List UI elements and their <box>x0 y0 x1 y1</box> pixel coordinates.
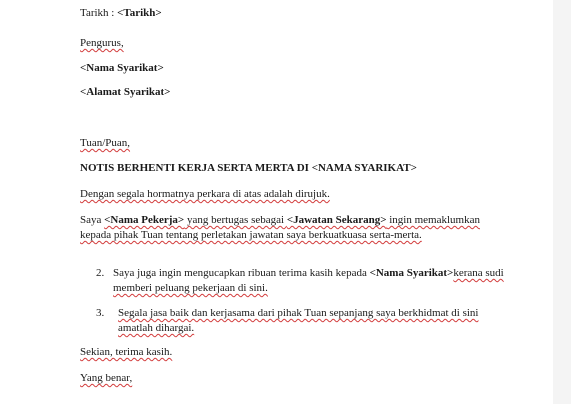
company-address-text: <Alamat Syarikat> <box>80 86 171 98</box>
list-number: 3. <box>96 307 105 319</box>
employee-name-placeholder: <Nama Pekerja> <box>104 214 185 226</box>
company-name-text: <Nama Syarikat> <box>80 62 164 74</box>
body-text-c: ingin memaklumkan kepada pihak Tuan tentang perletakan jawatan saya berkuatkuasa serta-merta. <box>80 214 480 241</box>
date-label: Tarikh : <box>80 7 115 19</box>
list-number: 2. <box>96 267 105 279</box>
subject-line <box>80 161 417 176</box>
list-text-b: kerana sudi memberi peluang pekerjaan di sini. <box>113 267 504 294</box>
subject-text: NOTIS BERHENTI KERJA SERTA MERTA DI <NAMA SYARIKAT> <box>80 162 417 174</box>
list-text-a: Saya juga ingin mengucapkan ribuan terima kasih kepada <box>113 267 370 279</box>
list-item-text <box>113 266 513 296</box>
reference-line: Dengan segala hormatnya perkara di atas adalah dirujuk. <box>80 188 330 200</box>
position-placeholder: <Jawatan Sekarang> <box>286 214 387 226</box>
body-text-b: yang bertugas sebagai <box>184 214 287 226</box>
company-address <box>80 85 170 100</box>
date-value: <Tarikh> <box>117 7 162 19</box>
list-item-text: Segala jasa baik dan kerjasama dari pihak Tuan sepanjang saya berkhidmat di sini amatlah dihargai. <box>118 307 479 334</box>
company-name-inline: <Nama Syarikat> <box>369 267 454 279</box>
date-line <box>80 6 162 21</box>
company-name <box>80 61 164 76</box>
salutation: Tuan/Puan, <box>80 137 131 149</box>
closing-line: Sekian, terima kasih. <box>80 346 173 358</box>
body-paragraph <box>80 213 504 243</box>
recipient-title: Pengurus, <box>80 37 124 49</box>
body-text-a: Saya <box>80 214 105 226</box>
signoff-line: Yang benar, <box>80 372 133 384</box>
